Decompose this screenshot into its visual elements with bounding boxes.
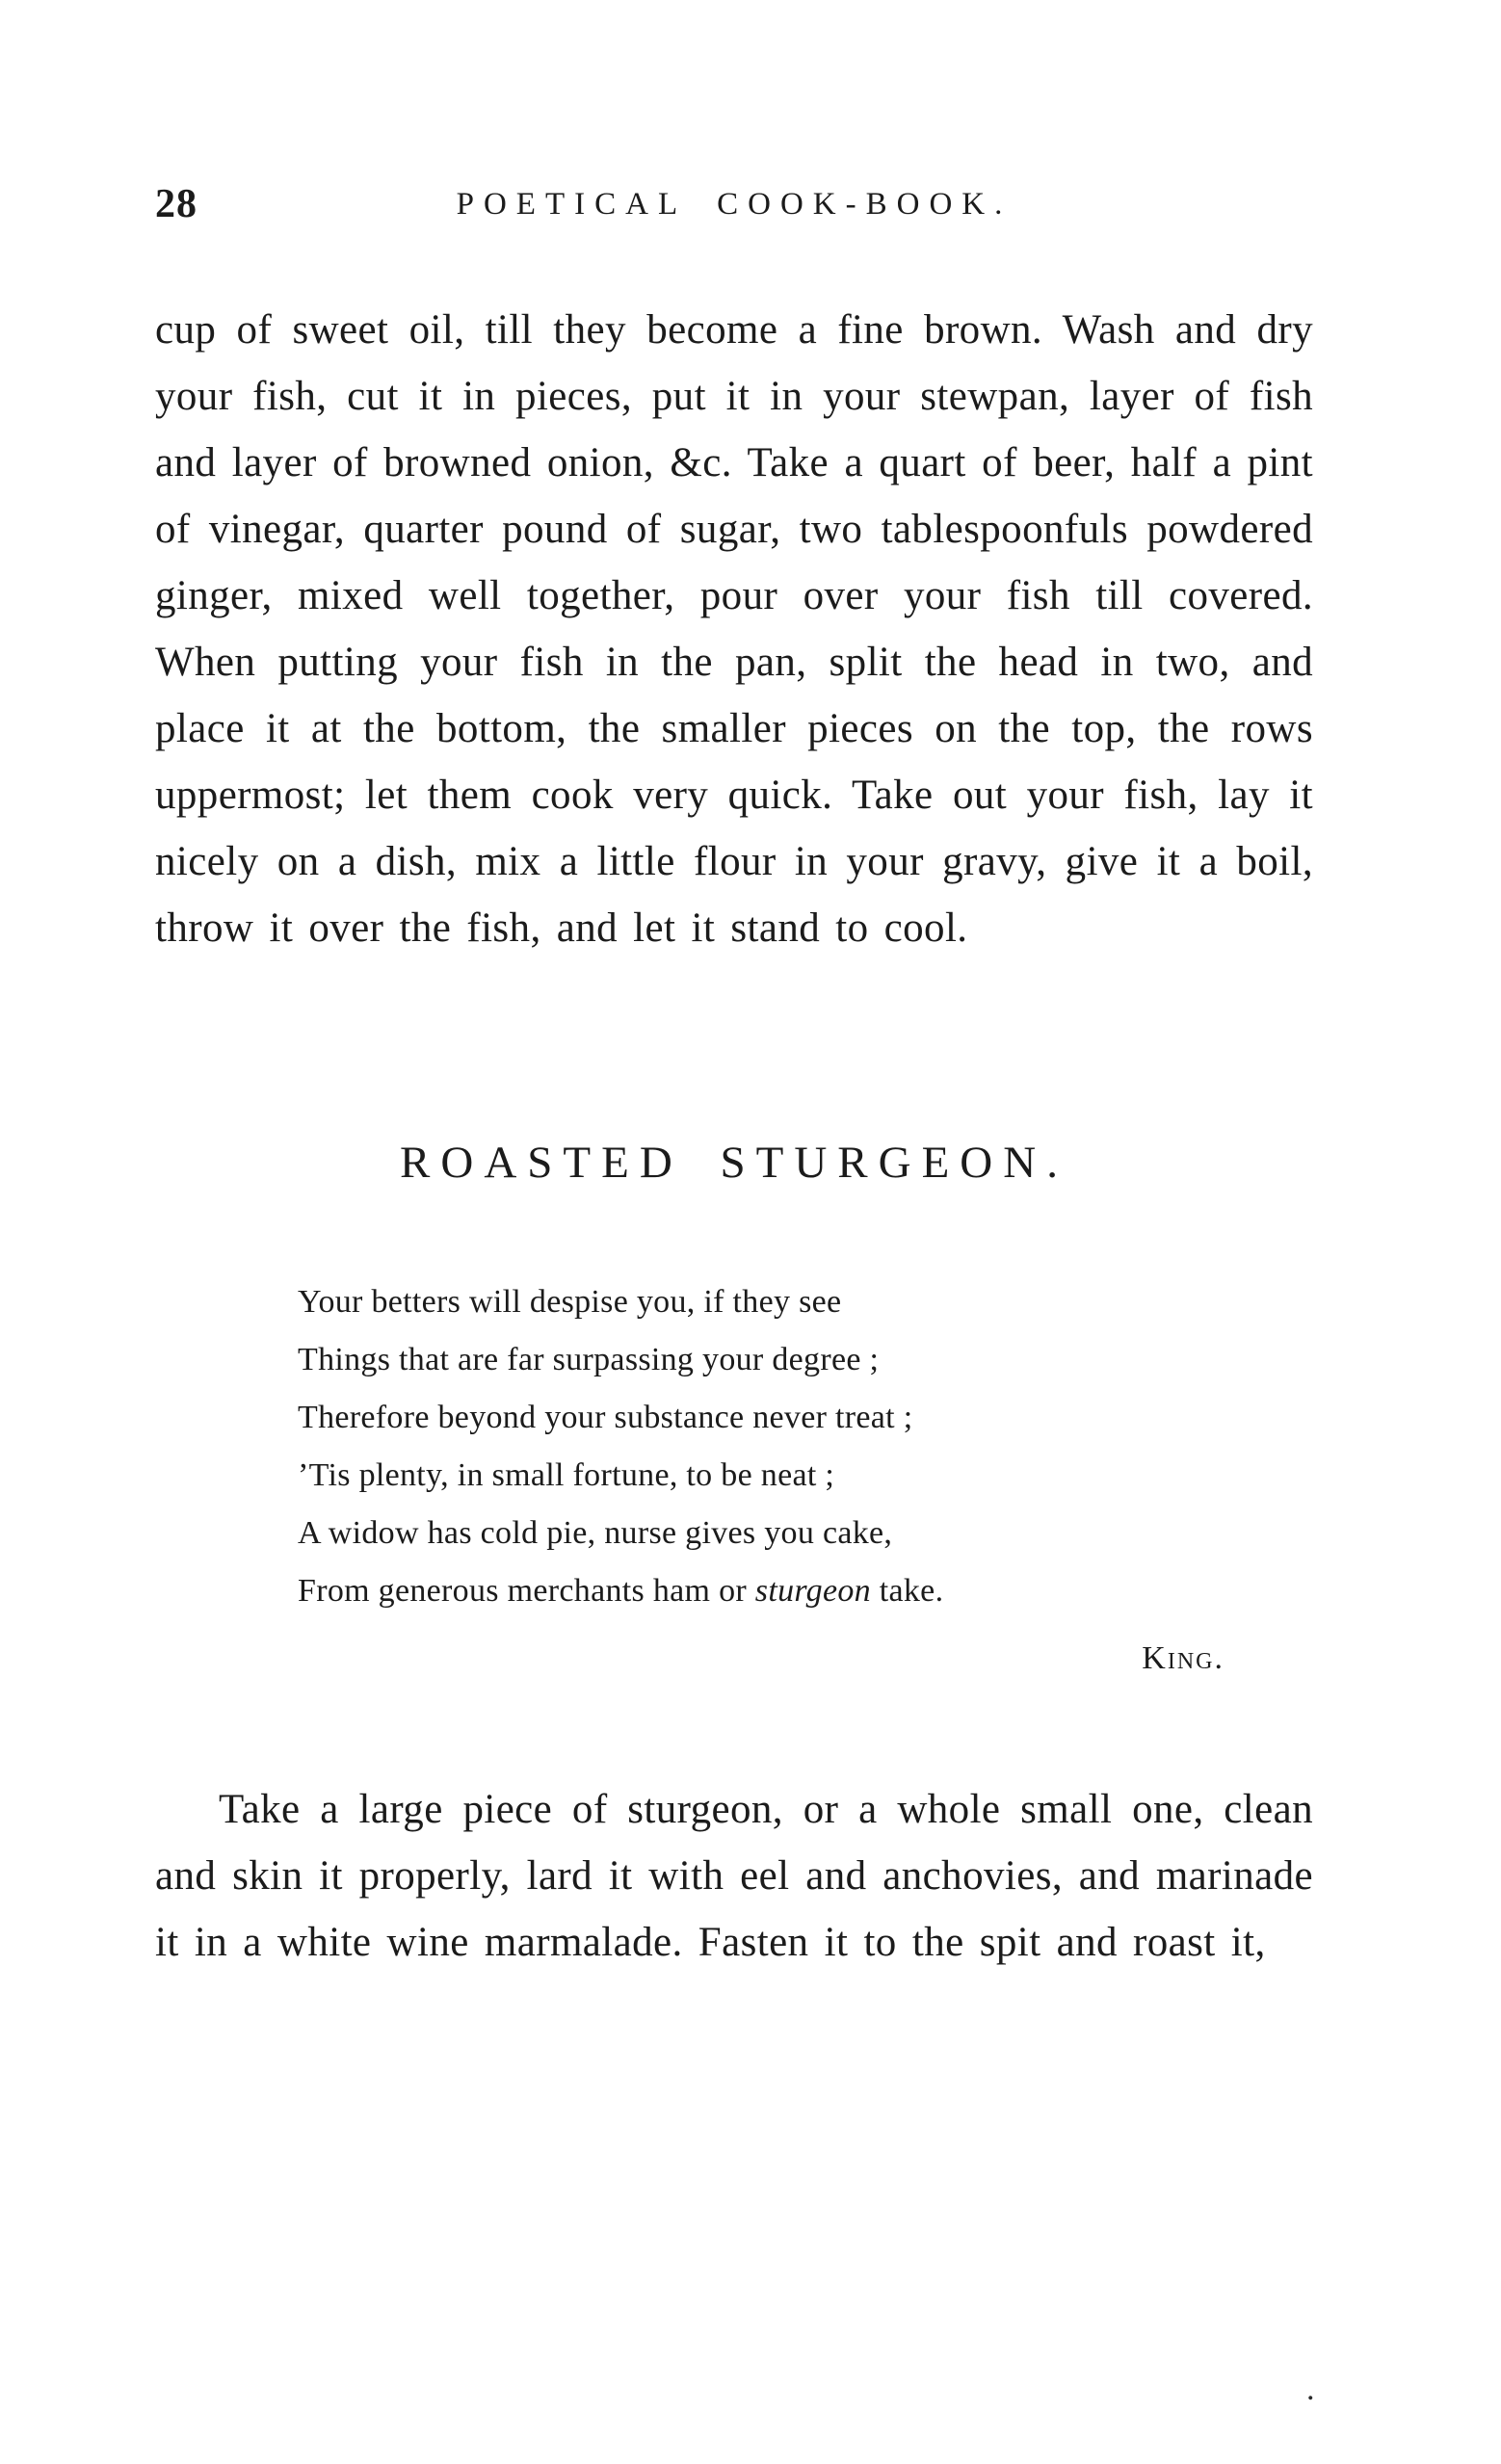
- paragraph-sturgeon-recipe: Take a large piece of sturgeon, or a whole small one, clean and skin it properly, lard it with eel and anchovies, and marinade it in a white wine marmalade. Fasten it to the spit and roast it,: [155, 1787, 1313, 1965]
- poem-last-line-suffix: take.: [870, 1573, 944, 1609]
- poem-line: A widow has cold pie, nurse gives you cake,: [298, 1515, 893, 1551]
- poem-last-line-prefix: From generous merchants ham or: [298, 1573, 755, 1609]
- scan-artifact-dot: .: [1306, 2372, 1315, 2407]
- paragraph-recipe-continuation: cup of sweet oil, till they become a fine brown. Wash and dry your fish, cut it in pieces, put it in your stewpan, layer of fish and layer of browned onion, &c. Take a quart of beer, half a pint of vinegar, quarter pound of sugar, two tablespoonfuls powdered ginger, mixed well together, pour over your fish till covered. When putting your fish in the pan, split the head in two, and place it at the bottom, the smaller pieces on the top, the rows uppermost; let them cook very quick. Take out your fish, lay it nicely on a dish, mix a little flour in your gravy, give it a boil, throw it over the fish, and let it stand to cool.: [155, 307, 1313, 951]
- poem-line-last: [298, 1562, 1313, 1620]
- running-title: POETICAL COOK-BOOK.: [456, 187, 1013, 222]
- poem-line: Therefore beyond your substance never treat ;: [298, 1400, 913, 1435]
- poem-attribution: King.: [1142, 1640, 1224, 1676]
- page-header: [155, 181, 1313, 231]
- poem-line: ’Tis plenty, in small fortune, to be neat ;: [298, 1457, 835, 1493]
- poem-line: Your betters will despise you, if they see: [298, 1284, 842, 1320]
- epigraph-poem: [298, 1273, 1313, 1688]
- section-heading-roasted-sturgeon: ROASTED STURGEON.: [400, 1138, 1068, 1188]
- page-number: 28: [155, 182, 198, 226]
- poem-line: Things that are far surpassing your degree ;: [298, 1342, 880, 1377]
- poem-last-line-italic-word: sturgeon: [754, 1573, 871, 1609]
- text-block: [155, 297, 1313, 1976]
